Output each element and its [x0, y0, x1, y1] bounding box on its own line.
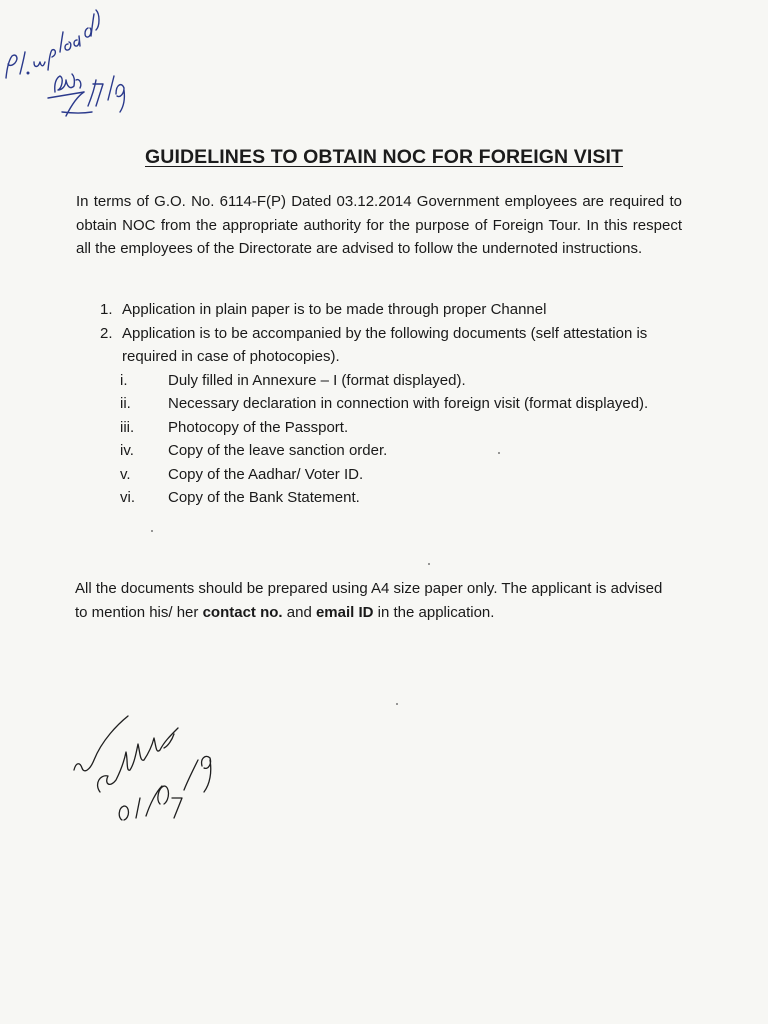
closing-text-3: in the application. [373, 603, 495, 621]
sub-list-number: iii. [120, 418, 135, 436]
sub-list-text: Photocopy of the Passport. [168, 418, 349, 436]
paper-speck [396, 703, 398, 705]
paper-speck [151, 530, 153, 532]
paper-speck [498, 452, 500, 454]
closing-email-bold: email ID [315, 603, 374, 621]
list-item-text: Application is to be accompanied by the following documents (self attestation is required in case of photocopies). [122, 324, 648, 365]
list-item-number: 2. [100, 324, 113, 342]
sub-list-text: Copy of the leave sanction order. [168, 442, 388, 459]
sub-list-text: Copy of the Bank Statement. [168, 489, 360, 506]
sub-list-number: vi. [120, 489, 135, 506]
closing-text-2: and [282, 603, 316, 621]
sub-list-number: i. [120, 371, 128, 389]
instructions-list [100, 298, 660, 510]
closing-text-1: All the documents should be prepared using A4 size paper only. The applicant is advised to mention his/ her [75, 580, 663, 621]
list-item [100, 298, 660, 322]
list-item-text: Application in plain paper is to be made through proper Channel [122, 301, 547, 318]
closing-contact-bold: contact no. [202, 603, 283, 621]
document-title: GUIDELINES TO OBTAIN NOC FOR FOREIGN VISIT [145, 146, 623, 168]
sub-list-item [120, 439, 660, 463]
sub-list-item [120, 369, 660, 393]
list-item [100, 322, 660, 369]
sub-list-item [120, 416, 660, 440]
closing-paragraph [75, 577, 675, 624]
handwritten-signature [60, 700, 220, 840]
sub-list-text: Copy of the Aadhar/ Voter ID. [168, 465, 364, 483]
sub-list-number: ii. [120, 395, 131, 412]
sub-list-number: v. [120, 465, 131, 483]
sub-list-item [120, 392, 660, 416]
sub-list-number: iv. [120, 442, 134, 459]
paper-speck [428, 563, 430, 565]
sub-list-item [120, 486, 660, 510]
handwritten-upload-note [0, 0, 150, 125]
sub-list-item [120, 463, 660, 487]
intro-paragraph: In terms of G.O. No. 6114-F(P) Dated 03.12.2014 Government employees are required to obtain NOC from the appropriate authority for the purpose of Foreign Tour. In this respect all the employees of the Directorate are advised to follow the undernoted instructions. [76, 193, 682, 257]
sub-list-text: Necessary declaration in connection with foreign visit (format displayed). [168, 395, 649, 412]
sub-list-text: Duly filled in Annexure – I (format displayed). [168, 371, 466, 389]
list-item-number: 1. [100, 301, 113, 318]
